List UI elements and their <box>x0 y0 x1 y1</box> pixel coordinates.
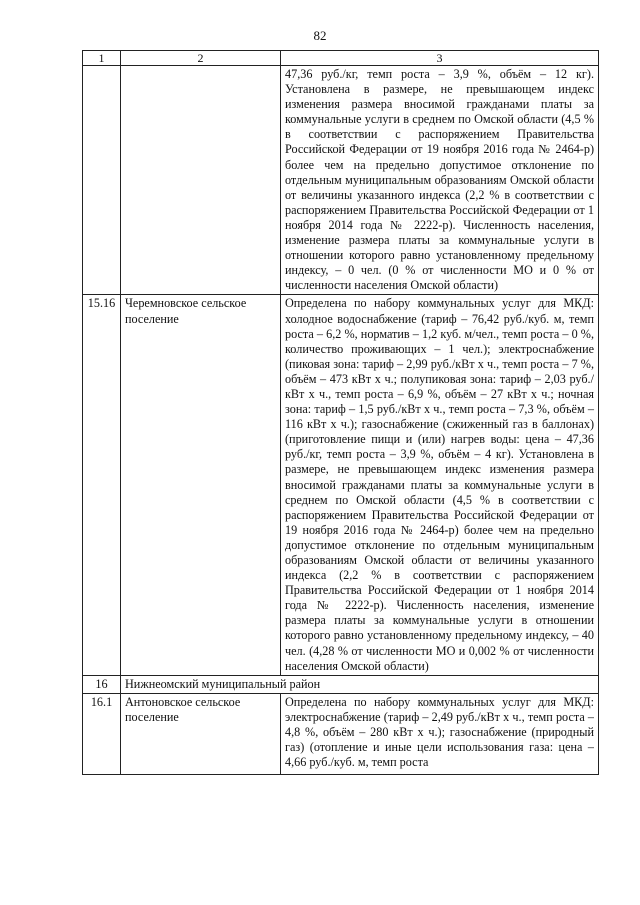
table-header-row <box>83 51 599 66</box>
row-description <box>281 693 599 774</box>
row-number <box>83 66 121 295</box>
header-col-3: 3 <box>281 51 599 66</box>
row-number: 15.16 <box>83 295 121 675</box>
row-description: Определена по набору коммунальных услуг для МКД: холодное водоснабжение (тариф – 76,42 руб./куб. м, темп роста – 6,2 %, норматив – 1,2 куб. м/чел., темп роста – 0 %, количество проживающих – 1 чел.); электроснабжение (пиковая зона: тариф – 2,99 руб./кВт х ч., темп роста – 7 %, объём – 473 кВт х ч.; полупиковая зона: тариф – 2,03 руб./кВт х ч., темп роста – 6,9 %, объём – 27 кВт х ч.; ночная зона: тариф – 1,5 руб./кВт х ч., темп роста – 7,3 %, объём – 116 кВт х ч.); газоснабжение (сжиженный газ в баллонах) (приготовление пищи и (или) нагрев воды: цена – 47,36 руб./кг, темп роста – 3,9 %, объём – 4 кг). Установлена в размере, не превышающем индекс изменения размера вносимой гражданами платы за коммунальные услуги в среднем по Омской области (4,5 % в соответствии с распоряжением Правительства Российской Федерации от 19 ноября 2016 года № 2464-р) более чем на предельно допустимое отклонение по отдельным муниципальным образованиям Омской области от величины указанного индекса (2,2 % в соответствии с распоряжением Правительства Российской Федерации от 1 ноября 2014 года № 2222-р). Численность населения, изменение размера платы за коммунальные услуги в отношении которого равно установленному предельному индексу, – 40 чел. (4,28 % от численности МО и 0,002 % от численности населения Омской области) <box>281 295 599 675</box>
row-number: 16.1 <box>83 693 121 774</box>
tariff-table <box>82 50 599 775</box>
row-description-text: Определена по набору коммунальных услуг для МКД: электроснабжение (тариф – 2,49 руб./кВт х ч., темп роста – 4,8 %, объём – 280 кВт х ч.); газоснабжение (природный газ) (отопление и иные цели использования газа: цена – 4,66 руб./куб. м, темп роста <box>285 694 594 770</box>
table-row <box>83 693 599 774</box>
section-row <box>83 675 599 693</box>
row-description: 47,36 руб./кг, темп роста – 3,9 %, объём – 12 кг). Установлена в размере, не превышающем индекс изменения размера вносимой гражданами платы за коммунальные услуги в среднем по Омской области (4,5 % в соответствии с распоряжением Правительства Российской Федерации от 19 ноября 2016 года № 2464-р) более чем на предельно допустимое отклонение по отдельным муниципальным образованиям Омской области от величины указанного индекса (2,2 % в соответствии с распоряжением Правительства Российской Федерации от 1 ноября 2014 года № 2222-р). Численность населения, изменение размера платы за коммунальные услуги в отношении которого равно установленному предельному индексу, – 0 чел. (0 % от численности МО и 0 % от численности населения Омской области) <box>281 66 599 295</box>
table-row <box>83 295 599 675</box>
page-number: 82 <box>313 28 327 43</box>
section-title: Нижнеомский муниципальный район <box>121 675 599 693</box>
section-number: 16 <box>83 675 121 693</box>
header-col-1: 1 <box>83 51 121 66</box>
header-col-2: 2 <box>121 51 281 66</box>
row-municipality: Антоновское сельское поселение <box>121 693 281 774</box>
table-row <box>83 66 599 295</box>
row-municipality <box>121 66 281 295</box>
row-municipality: Черемновское сельское поселение <box>121 295 281 675</box>
